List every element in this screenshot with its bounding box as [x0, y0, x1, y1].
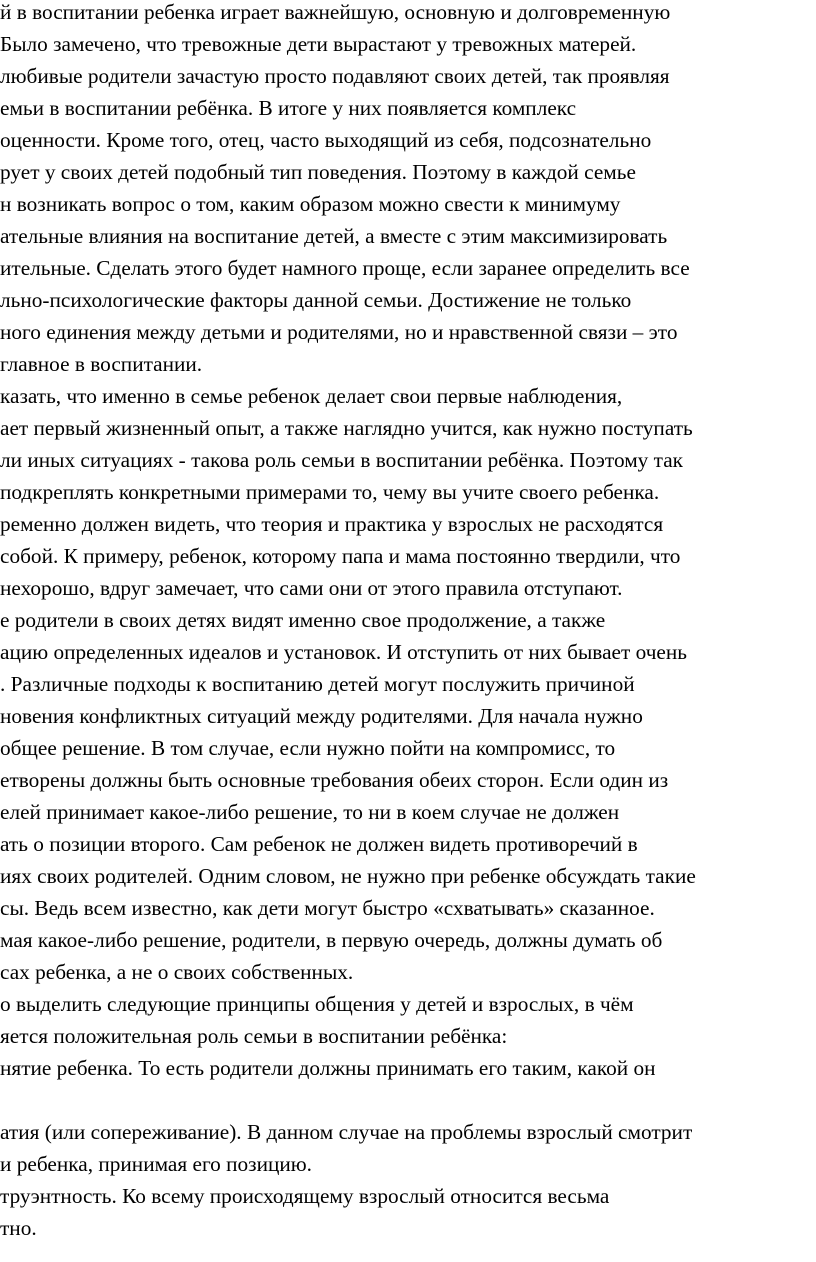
text-line: любивые родители зачастую просто подавляют своих детей, так проявляя — [0, 64, 670, 88]
text-line: е родители в своих детях видят именно свое продолжение, а также — [0, 608, 606, 632]
text-line: ли иных ситуациях - такова роль семьи в воспитании ребёнка. Поэтому так — [0, 448, 684, 472]
text-line: подкреплять конкретными примерами то, чему вы учите своего ребенка. — [0, 480, 660, 504]
text-line: льно-психологические факторы данной семьи. Достижение не только — [0, 288, 632, 312]
text-line: й в воспитании ребенка играет важнейшую, основную и долговременную — [0, 0, 671, 24]
text-line: рует у своих детей подобный тип поведения. Поэтому в каждой семье — [0, 160, 636, 184]
text-line: сах ребенка, а не о своих собственных. — [0, 960, 354, 984]
text-line: иях своих родителей. Одним словом, не нужно при ребенке обсуждать такие — [0, 864, 696, 888]
text-line: ременно должен видеть, что теория и практика у взрослых не расходятся — [0, 512, 664, 536]
text-line: собой. К примеру, ребенок, которому папа и мама постоянно твердили, что — [0, 544, 681, 568]
text-line: казать, что именно в семье ребенок делает свои первые наблюдения, — [0, 384, 623, 408]
text-line: нехорошо, вдруг замечает, что сами они от этого правила отступают. — [0, 576, 623, 600]
text-line: и ребенка, принимая его позицию. — [0, 1152, 313, 1176]
text-line: новения конфликтных ситуаций между родителями. Для начала нужно — [0, 704, 643, 728]
text-line: ать о позиции второго. Сам ребенок не должен видеть противоречий в — [0, 832, 638, 856]
text-line: емьи в воспитании ребёнка. В итоге у них появляется комплекс — [0, 96, 577, 120]
text-line: труэнтность. Ко всему происходящему взрослый относится весьма — [0, 1184, 610, 1208]
text-line: ает первый жизненный опыт, а также наглядно учится, как нужно поступать — [0, 416, 693, 440]
text-line: ного единения между детьми и родителями, но и нравственной связи – это — [0, 320, 678, 344]
text-line: . Различные подходы к воспитанию детей могут послужить причиной — [0, 672, 635, 696]
text-line: яется положительная роль семьи в воспитании ребёнка: — [0, 1024, 508, 1048]
text-line: атия (или сопереживание). В данном случае на проблемы взрослый смотрит — [0, 1120, 693, 1144]
text-line: ацию определенных идеалов и установок. И отступить от них бывает очень — [0, 640, 687, 664]
text-line: ительные. Сделать этого будет намного проще, если заранее определить все — [0, 256, 690, 280]
text-line: мая какое-либо решение, родители, в первую очередь, должны думать об — [0, 928, 663, 952]
text-line: н возникать вопрос о том, каким образом можно свести к минимуму — [0, 192, 621, 216]
text-line: нятие ребенка. То есть родители должны принимать его таким, какой он — [0, 1056, 656, 1080]
text-line: главное в воспитании. — [0, 352, 203, 376]
text-line: тно. — [0, 1216, 37, 1240]
text-line: елей принимает какое-либо решение, то ни в коем случае не должен — [0, 800, 620, 824]
text-line: сы. Ведь всем известно, как дети могут быстро «схватывать» сказанное. — [0, 896, 655, 920]
text-line: оценности. Кроме того, отец, часто выходящий из себя, подсознательно — [0, 128, 652, 152]
text-line: Было замечено, что тревожные дети вырастают у тревожных матерей. — [0, 32, 637, 56]
text-line: общее решение. В том случае, если нужно пойти на компромисс, то — [0, 736, 616, 760]
text-line: етворены должны быть основные требования обеих сторон. Если один из — [0, 768, 669, 792]
text-line: о выделить следующие принципы общения у детей и взрослых, в чём — [0, 992, 634, 1016]
text-line: ательные влияния на воспитание детей, а вместе с этим максимизировать — [0, 224, 668, 248]
